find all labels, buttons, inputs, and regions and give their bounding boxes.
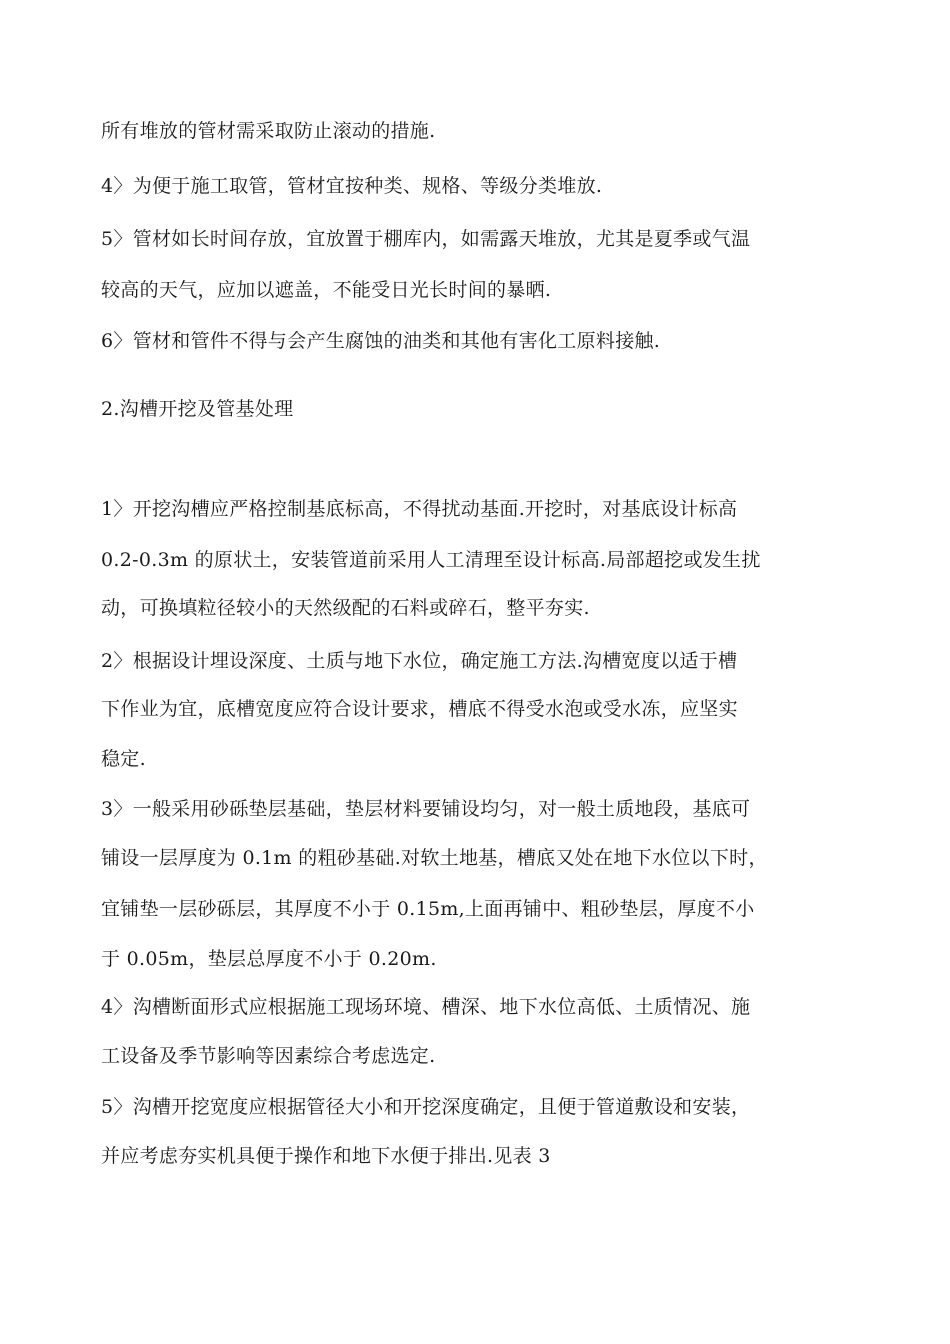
text-line: 铺设一层厚度为 0.1m 的粗砂基础.对软土地基，槽底又处在地下水位以下时，: [101, 847, 768, 869]
text-line: 较高的天气，应加以遮盖，不能受日光长时间的暴晒.: [101, 279, 552, 301]
section-heading: 2.沟槽开挖及管基处理: [101, 398, 294, 420]
text-line: 稳定.: [101, 748, 146, 770]
text-line: 4〉沟槽断面形式应根据施工现场环境、槽深、地下水位高低、土质情况、施: [101, 996, 751, 1018]
text-line: 4〉为便于施工取管，管材宜按种类、规格、等级分类堆放.: [101, 175, 603, 197]
text-line: 下作业为宜，底槽宽度应符合设计要求，槽底不得受水泡或受水冻，应坚实: [101, 698, 738, 720]
text-line: 5〉沟槽开挖宽度应根据管径大小和开挖深度确定，且便于管道敷设和安装，: [101, 1096, 751, 1118]
text-line: 5〉管材如长时间存放，宜放置于棚库内，如需露天堆放，尤其是夏季或气温: [101, 228, 751, 250]
text-line: 1〉开挖沟槽应严格控制基底标高，不得扰动基面.开挖时，对基底设计标高: [101, 498, 738, 520]
text-line: 3〉一般采用砂砾垫层基础，垫层材料要铺设均匀，对一般土质地段，基底可: [101, 798, 751, 820]
text-line: 动，可换填粒径较小的天然级配的石料或碎石，整平夯实.: [101, 597, 590, 619]
text-line: 所有堆放的管材需采取防止滚动的措施.: [101, 120, 436, 142]
text-line: 并应考虑夯实机具便于操作和地下水便于排出.见表 3: [101, 1145, 551, 1167]
text-line: 6〉管材和管件不得与会产生腐蚀的油类和其他有害化工原料接触.: [101, 330, 661, 352]
text-line: 0.2-0.3m 的原状土，安装管道前采用人工清理至设计标高.局部超挖或发生扰: [101, 549, 761, 571]
text-line: 宜铺垫一层砂砾层，其厚度不小于 0.15m,上面再铺中、粗砂垫层，厚度不小: [101, 898, 755, 920]
text-line: 2〉根据设计埋设深度、土质与地下水位，确定施工方法.沟槽宽度以适于槽: [101, 650, 738, 672]
text-line: 工设备及季节影响等因素综合考虑选定.: [101, 1045, 436, 1067]
text-line: 于 0.05m，垫层总厚度不小于 0.20m.: [101, 948, 437, 970]
